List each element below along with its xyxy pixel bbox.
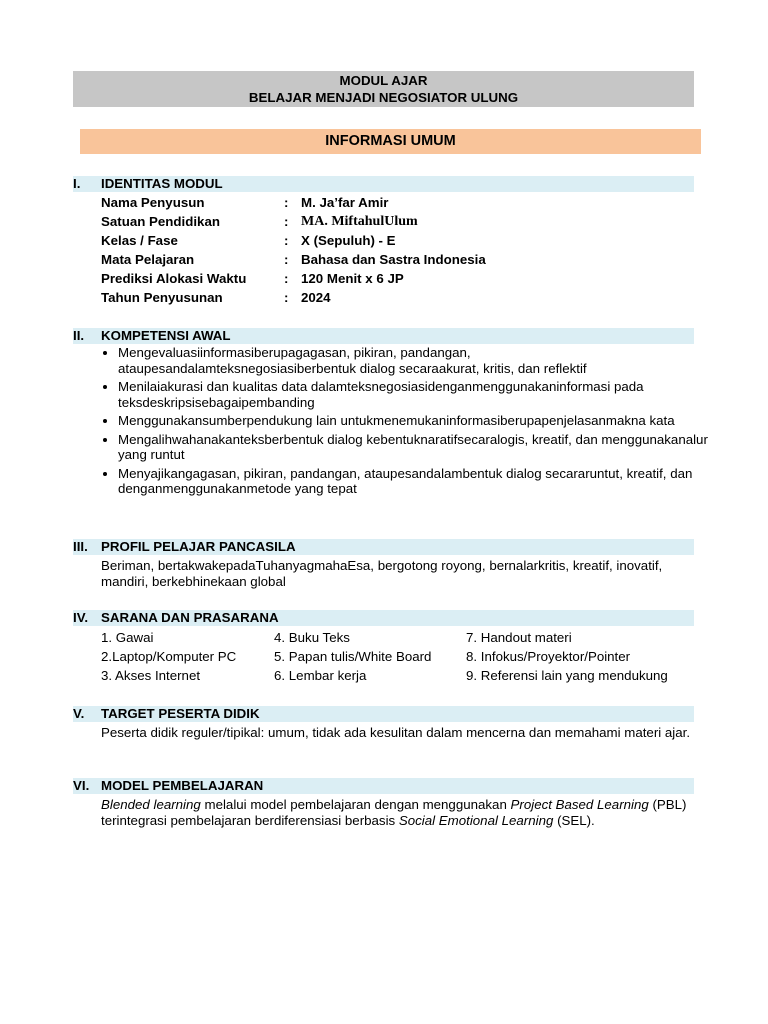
sarana-item: 1. Gawai [101, 630, 154, 645]
kompetensi-list [101, 345, 708, 500]
model-term: Project Based Learning [510, 797, 649, 812]
profil-text: Beriman, bertakwakepadaTuhanyagmahaEsa, bergotong royong, bernalarkritis, kreatif, inovatif, mandiri, berkebhinekaan global [101, 558, 663, 589]
sarana-item: 5. Papan tulis/White Board [274, 649, 432, 664]
target-text: Peserta didik reguler/tipikal: umum, tidak ada kesulitan dalam mencerna dan memahami materi ajar. [101, 725, 691, 740]
title-line-2: BELAJAR MENJADI NEGOSIATOR ULUNG [248, 90, 519, 105]
section-number: IV. [73, 610, 89, 625]
model-text-part: (SEL). [553, 813, 595, 828]
identitas-key: Kelas / Fase [101, 233, 178, 248]
section-label: MODEL PEMBELAJARAN [101, 778, 264, 793]
identitas-value: Bahasa dan Sastra Indonesia [301, 252, 486, 267]
section-number: I. [73, 176, 81, 191]
list-item: • Menyajikangagasan, pikiran, pandangan, ataupesandalambentuk dialog secararuntut, kreatif, dan denganmenggunakanmetode yang tepat [118, 466, 708, 497]
section-label: KOMPETENSI AWAL [101, 328, 231, 343]
sarana-item: 4. Buku Teks [274, 630, 350, 645]
section-model-header [73, 778, 694, 794]
identitas-colon: : [284, 195, 289, 210]
list-item: • Menilaiakurasi dan kualitas data dalamteksnegosiasidenganmenggunakaninformasi pada teksdeskripsisebagaipembanding [118, 379, 708, 410]
identitas-value: X (Sepuluh) - E [301, 233, 396, 248]
identitas-colon: : [284, 252, 289, 267]
model-text-part: melalui model pembelajaran dengan menggunakan [200, 797, 511, 812]
identitas-key: Nama Penyusun [101, 195, 205, 210]
sarana-item: 2.Laptop/Komputer PC [101, 649, 237, 664]
section-label: IDENTITAS MODUL [101, 176, 223, 191]
sarana-item: 7. Handout materi [466, 630, 572, 645]
section-number: VI. [73, 778, 90, 793]
document-title [73, 71, 694, 107]
section-profil-header [73, 539, 694, 555]
identitas-key: Mata Pelajaran [101, 252, 195, 267]
sarana-item: 8. Infokus/Proyektor/Pointer [466, 649, 631, 664]
section-label: SARANA DAN PRASARANA [101, 610, 279, 625]
identitas-key: Satuan Pendidikan [101, 214, 220, 229]
model-text [101, 797, 691, 829]
identitas-colon: : [284, 233, 289, 248]
model-term: Blended learning [101, 797, 201, 812]
sarana-item: 9. Referensi lain yang mendukung [466, 668, 668, 683]
sarana-item: 3. Akses Internet [101, 668, 201, 683]
identitas-key: Tahun Penyusunan [101, 290, 223, 305]
section-target-header [73, 706, 694, 722]
section-number: II. [73, 328, 85, 343]
section-number: V. [73, 706, 85, 721]
section-label: TARGET PESERTA DIDIK [101, 706, 260, 721]
list-item: • Mengevaluasiinformasiberupagagasan, pikiran, pandangan, ataupesandalamteksnegosiasiberbentuk dialog secaraakurat, kritis, dan reflektif [118, 345, 708, 376]
identitas-key: Prediksi Alokasi Waktu [101, 271, 247, 286]
list-item: • Mengalihwahanakanteksberbentuk dialog kebentuknaratifsecaralogis, kreatif, dan menggunakanalur yang runtut [118, 432, 708, 463]
identitas-value: M. Ja’far Amir [301, 195, 389, 210]
section-number: III. [73, 539, 88, 554]
section-label: PROFIL PELAJAR PANCASILA [101, 539, 296, 554]
sarana-item: 6. Lembar kerja [274, 668, 367, 683]
info-umum-bar: INFORMASI UMUM [80, 129, 701, 154]
identitas-colon: : [284, 271, 289, 286]
identitas-value: MA. MiftahulUlum [301, 214, 418, 229]
identitas-value: 120 Menit x 6 JP [301, 271, 404, 286]
model-term: Social Emotional Learning [398, 813, 554, 828]
list-item: • Menggunakansumberpendukung lain untukmenemukaninformasiberupapenjelasanmakna kata [118, 413, 708, 429]
identitas-colon: : [284, 214, 289, 229]
section-kompetensi-header [73, 328, 694, 344]
section-sarana-header [73, 610, 694, 626]
identitas-colon: : [284, 290, 289, 305]
title-line-1: MODUL AJAR [339, 73, 428, 88]
section-identitas-header [73, 176, 694, 192]
identitas-value: 2024 [301, 290, 331, 305]
model-text-part: (PBL) terintegrasi pembelajaran berdiferensiasi berbasis [101, 797, 687, 828]
